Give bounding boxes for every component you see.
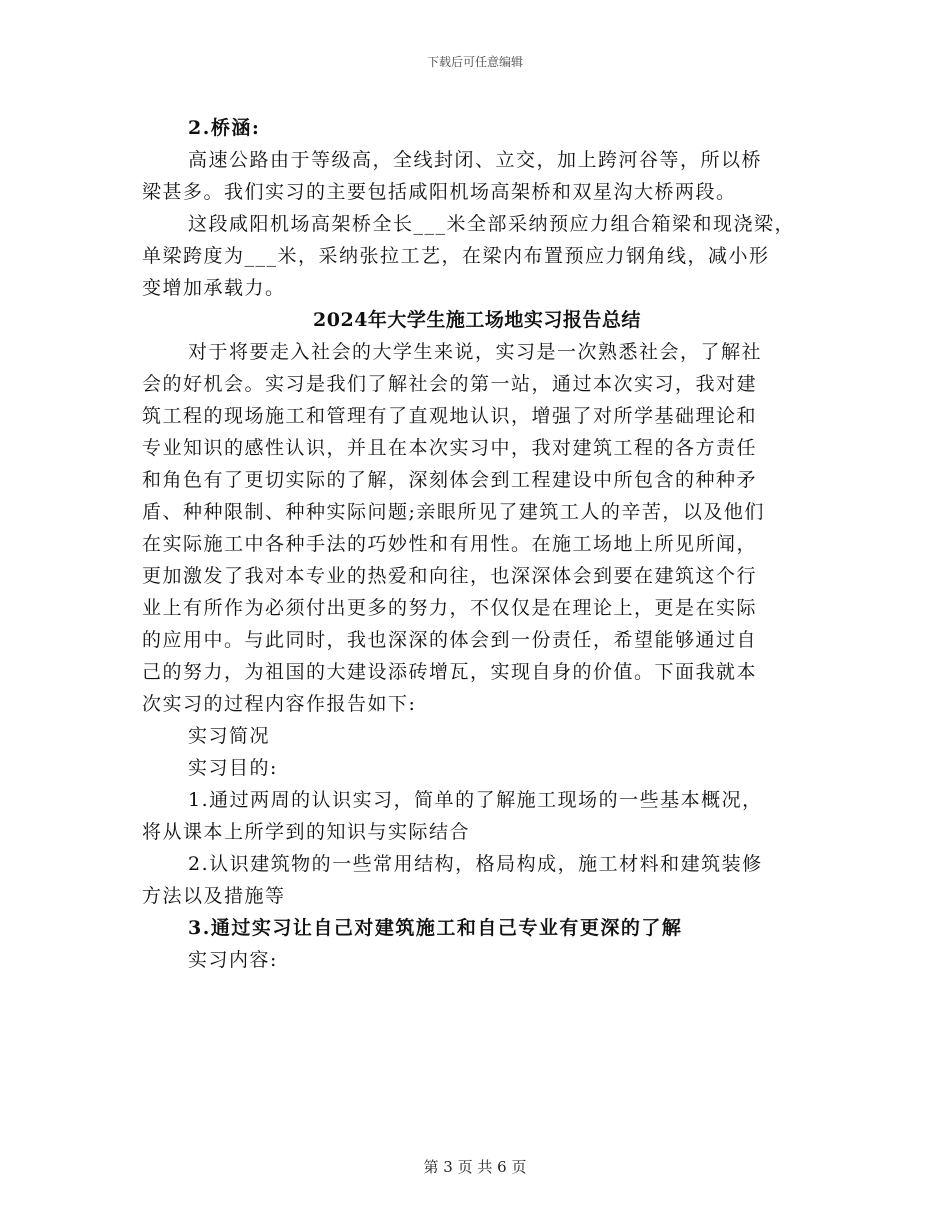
paragraph-line: 单梁跨度为___米，采纳张拉工艺，在梁内布置预应力钢角线，减小形 xyxy=(142,245,770,267)
list-item-1: 1.通过两周的认识实习，简单的了解施工现场的一些基本概况， xyxy=(188,789,763,811)
paragraph-line: 变增加承载力。 xyxy=(142,277,286,299)
subheading-purpose: 实习目的: xyxy=(188,757,278,779)
paragraph-line: 在实际施工中各种手法的巧妙性和有用性。在施工场地上所见所闻， xyxy=(142,533,758,555)
subheading-overview: 实习简况 xyxy=(188,725,271,747)
paragraph-line: 盾、种种限制、种种实际问题;亲眼所见了建筑工人的辛苦，以及他们 xyxy=(142,501,765,523)
document-title: 2024年大学生施工场地实习报告总结 xyxy=(313,309,641,331)
paragraph-line: 这段咸阳机场高架桥全长___米全部采纳预应力组合箱梁和现浇梁， xyxy=(188,213,796,235)
paragraph-line: 业上有所作为必须付出更多的努力，不仅仅是在理论上，更是在实际 xyxy=(142,597,758,619)
paragraph-line: 梁甚多。我们实习的主要包括咸阳机场高架桥和双星沟大桥两段。 xyxy=(142,181,737,203)
document-body xyxy=(142,112,812,976)
section-heading-bridge: 2.桥涵: xyxy=(188,117,261,139)
paragraph-line: 筑工程的现场施工和管理有了直观地认识，增强了对所学基础理论和 xyxy=(142,405,758,427)
paragraph-line: 高速公路由于等级高，全线封闭、立交，加上跨河谷等，所以桥 xyxy=(188,149,763,171)
list-item-2-continued: 方法以及措施等 xyxy=(142,885,286,907)
paragraph-line: 和角色有了更切实际的了解，深刻体会到工程建设中所包含的种种矛 xyxy=(142,469,758,491)
paragraph-line: 专业知识的感性认识，并且在本次实习中，我对建筑工程的各方责任 xyxy=(142,437,758,459)
paragraph-line: 次实习的过程内容作报告如下: xyxy=(142,693,417,715)
page-footer: 第 3 页 共 6 页 xyxy=(423,1158,527,1176)
subheading-content: 实习内容: xyxy=(188,949,278,971)
paragraph-line: 对于将要走入社会的大学生来说，实习是一次熟悉社会，了解社 xyxy=(188,341,763,363)
list-item-1-continued: 将从课本上所学到的知识与实际结合 xyxy=(142,821,471,843)
list-item-3: 3.通过实习让自己对建筑施工和自己专业有更深的了解 xyxy=(188,917,683,939)
paragraph-line: 己的努力，为祖国的大建设添砖增瓦，实现自身的价值。下面我就本 xyxy=(142,661,758,683)
paragraph-line: 的应用中。与此同时，我也深深的体会到一份责任，希望能够通过自 xyxy=(142,629,758,651)
page-header: 下载后可任意编辑 xyxy=(426,55,523,69)
paragraph-line: 更加激发了我对本专业的热爱和向往，也深深体会到要在建筑这个行 xyxy=(142,565,758,587)
list-item-2: 2.认识建筑物的一些常用结构，格局构成，施工材料和建筑装修 xyxy=(188,853,763,875)
paragraph-line: 会的好机会。实习是我们了解社会的第一站，通过本次实习，我对建 xyxy=(142,373,758,395)
